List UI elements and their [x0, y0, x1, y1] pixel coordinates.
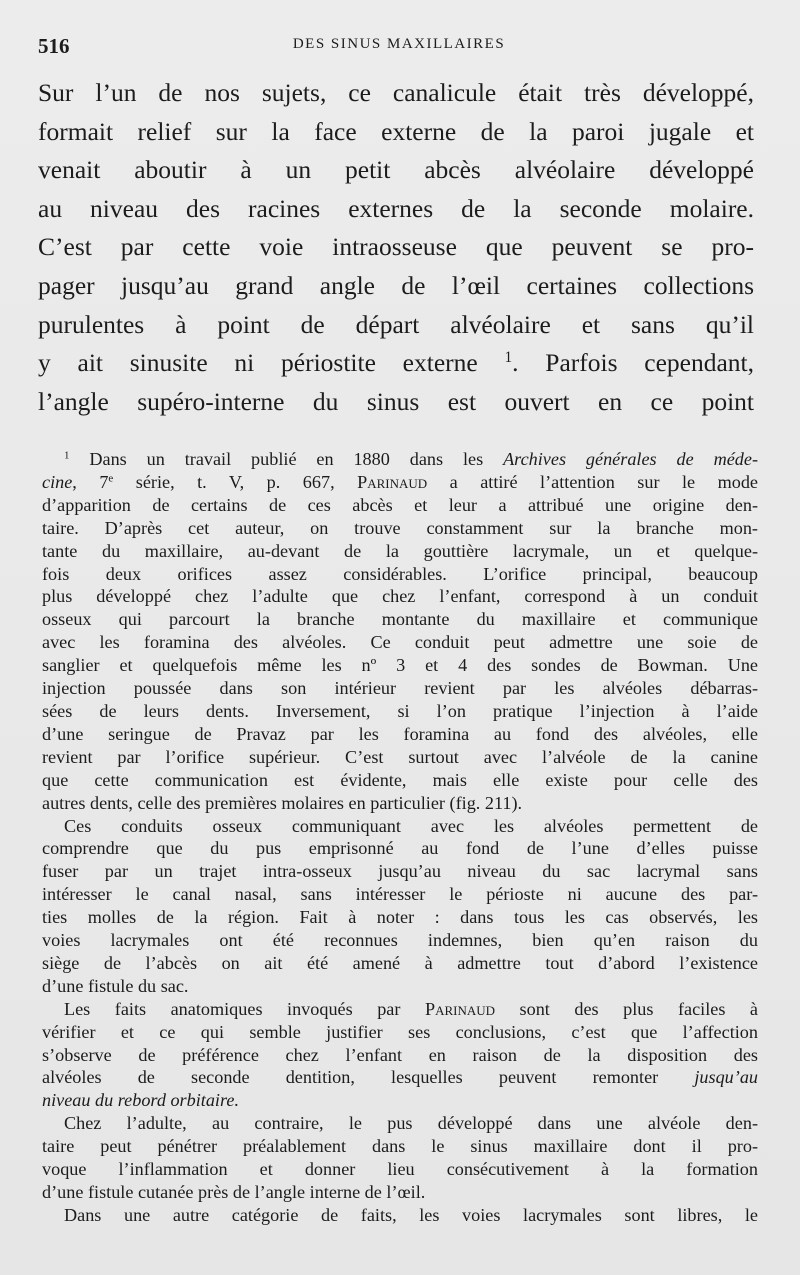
footnote-line: $^1$ Dans un travail publié en 1880 dans les Archives générales de méde- — [64, 449, 758, 469]
author-name: Parinaud — [357, 471, 428, 492]
footnote-line: taire. D’après cet auteur, on trouve constamment sur la branche mon- — [42, 517, 758, 538]
footnote-line: tante du maxillaire, au-devant de la gouttière lacrymale, un et quelque- — [42, 540, 758, 561]
footnote-line: sanglier et quelquefois même les nº 3 et 4 des sondes de Bowman. Une — [42, 655, 758, 676]
footnote-line: voies lacrymales ont été reconnues indemnes, bien qu’en raison du — [42, 930, 758, 951]
text-segment: y ait sinusite ni périostite externe — [38, 348, 478, 378]
footnote-line: sées de leurs dents. Inversement, si l’on pratique l’injection à l’aide — [42, 700, 758, 721]
footnote-line: plus développé chez l’adulte que chez l’enfant, correspond à un conduit — [42, 586, 758, 607]
footnote-line: siège de l’abcès on ait été amené à admettre tout d’abord l’existence — [42, 952, 758, 973]
footnote-line: d’apparition de certains de ces abcès et leur a attribué une origine den- — [42, 494, 758, 515]
text-line: Sur l’un de nos sujets, ce canalicule était très développé, — [38, 78, 754, 107]
text-line: C’est par cette voie intraosseuse que peuvent se pro- — [38, 232, 754, 262]
footnote-line: Chez l’adulte, au contraire, le pus développé dans une alvéole den- — [64, 1113, 758, 1134]
text-line: l’angle supéro-interne du sinus est ouvert en ce point — [38, 386, 754, 416]
page-number: 516 — [38, 34, 70, 58]
footnote-line: Ces conduits osseux communiquant avec les alvéoles permettent de — [64, 815, 758, 836]
text-line: au niveau des racines externes de la seconde molaire. — [38, 193, 754, 223]
footnote-line: injection poussée dans son intérieur revient par les alvéoles débarras- — [42, 678, 758, 699]
text-line: venait aboutir à un petit abcès alvéolaire développé — [38, 155, 754, 185]
text-line: pager jusqu’au grand angle de l’œil certaines collections — [38, 270, 754, 300]
text-line: formait relief sur la face externe de la paroi jugale et — [38, 116, 754, 146]
footnote-line: ties molles de la région. Fait à noter : dans tous les cas observés, les — [42, 907, 758, 928]
footnote-line: que cette communication est évidente, mais elle existe pour celle des — [42, 769, 758, 790]
footnote-line: d’une seringue de Pravaz par les foramina au fond des alvéoles, elle — [42, 723, 758, 744]
footnote-line: fuser par un trajet intra-osseux jusqu’au niveau du sac lacrymal sans — [42, 861, 758, 882]
footnote-line: avec les foramina des alvéoles. Ce conduit peut admettre une soie de — [42, 632, 758, 653]
footnote-line: s’observe de préférence chez l’enfant en raison de la disposition des — [42, 1044, 758, 1065]
running-title: DES SINUS MAXILLAIRES — [292, 36, 506, 52]
author-name: Parinaud — [424, 998, 496, 1019]
footnote-line: niveau du rebord orbitaire. — [42, 1090, 240, 1111]
footnote-line: osseux qui parcourt la branche montante du maxillaire et communique — [42, 609, 758, 630]
text-line — [38, 344, 754, 383]
footnote-line: voque l’inflammation et donner lieu consécutivement à la formation — [42, 1159, 758, 1180]
footnote-line: intéresser le canal nasal, sans intéresser le périoste ni aucune des par- — [42, 884, 758, 905]
page-header — [38, 34, 760, 58]
footnote-line: cine, 7e série, t. V, p. 667, Parinaud a attiré l’attention sur le mode — [42, 471, 758, 492]
footnote-line: taire peut pénétrer préalablement dans le sinus maxillaire dont il pro- — [42, 1136, 758, 1157]
journal-title: Archives générales de méde- — [503, 449, 758, 469]
footnote-line: revient par l’orifice supérieur. C’est surtout avec l’alvéole de la canine — [42, 746, 758, 767]
footnote-line: comprendre que du pus emprisonné au fond de l’une d’elles puisse — [42, 838, 758, 859]
text-segment: . Parfois cependant, — [512, 348, 754, 378]
footnote-line: d’une fistule cutanée près de l’angle interne de l’œil. — [42, 1182, 426, 1202]
text-line: purulentes à point de départ alvéolaire et sans qu’il — [38, 309, 754, 339]
footnote-line: d’une fistule du sac. — [42, 975, 189, 996]
footnote-marker: 1 — [64, 449, 70, 462]
footnote-block — [42, 448, 758, 1227]
footnote-line: alvéoles de seconde dentition, lesquelles peuvent remonter jusqu’au — [42, 1067, 758, 1088]
footnote-line: Les faits anatomiques invoqués par Parinaud sont des plus faciles à — [64, 998, 758, 1019]
footnote-line: autres dents, celle des premières molaires en particulier (fig. 211). — [42, 792, 523, 813]
footnote-line: vérifier et ce qui semble justifier ses conclusions, c’est que l’affection — [42, 1021, 758, 1042]
footnote-reference: 1 — [504, 348, 513, 366]
footnote-line: fois deux orifices assez considérables. L’orifice principal, beaucoup — [42, 563, 758, 584]
main-text — [38, 74, 754, 421]
footnote-line: Dans une autre catégorie de faits, les voies lacrymales sont libres, le — [64, 1204, 758, 1225]
